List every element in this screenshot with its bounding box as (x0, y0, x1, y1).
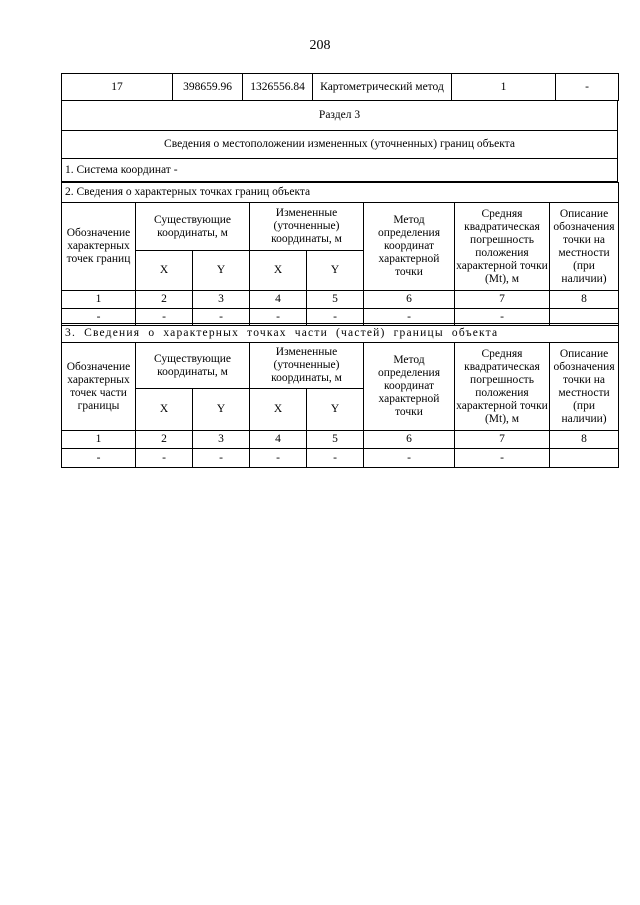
table-cell: - (307, 449, 364, 468)
column-number: 2 (136, 291, 193, 309)
column-number: 4 (250, 431, 307, 449)
table-cell: - (136, 449, 193, 468)
table-cell: - (455, 449, 550, 468)
header-y: Y (307, 251, 364, 291)
header-y: Y (307, 389, 364, 431)
table-cell (550, 449, 619, 468)
description: - (556, 74, 619, 101)
table-row (62, 74, 619, 101)
header-y: Y (193, 251, 250, 291)
method: Картометрический метод (313, 74, 452, 101)
table-cell: - (455, 309, 550, 326)
header-x: X (250, 389, 307, 431)
coord-system-row (62, 159, 618, 182)
header-error: Средняя квадратическая погрешность положения характерной точки (Mt), м (455, 343, 550, 431)
column-numbers-row (62, 431, 619, 449)
section-title-row (62, 101, 618, 131)
header-x: X (250, 251, 307, 291)
part3-table (61, 323, 619, 468)
continuation-table (61, 73, 619, 101)
part2-table (61, 182, 619, 326)
header-method: Метод определения координат характерной точки (364, 343, 455, 431)
point-number: 17 (62, 74, 173, 101)
header-error: Средняя квадратическая погрешность положения характерной точки (Mt), м (455, 203, 550, 291)
column-number: 4 (250, 291, 307, 309)
table-cell: - (193, 309, 250, 326)
table-cell: - (250, 449, 307, 468)
section-title: Раздел 3 (62, 101, 618, 131)
column-number: 6 (364, 291, 455, 309)
table-cell: - (307, 309, 364, 326)
table-cell: - (250, 309, 307, 326)
table-cell: - (62, 449, 136, 468)
column-number: 7 (455, 431, 550, 449)
error: 1 (452, 74, 556, 101)
header-existing-coords: Существующие координаты, м (136, 343, 250, 389)
column-number: 5 (307, 431, 364, 449)
header-description: Описание обозначения точки на местности (при наличии) (550, 343, 619, 431)
header-method: Метод определения координат характерной точки (364, 203, 455, 291)
section-header-table (61, 100, 618, 182)
table-row (62, 449, 619, 468)
column-number: 7 (455, 291, 550, 309)
table-cell: - (193, 449, 250, 468)
header-y: Y (193, 389, 250, 431)
table-cell: - (62, 309, 136, 326)
column-number: 8 (550, 291, 619, 309)
part2-title: 2. Сведения о характерных точках границ объекта (62, 183, 619, 203)
table-cell: - (136, 309, 193, 326)
coord-y: 1326556.84 (243, 74, 313, 101)
header-x: X (136, 389, 193, 431)
column-number: 5 (307, 291, 364, 309)
column-number: 8 (550, 431, 619, 449)
table-cell: - (364, 309, 455, 326)
table-cell: - (364, 449, 455, 468)
coord-x: 398659.96 (173, 74, 243, 101)
column-numbers-row (62, 291, 619, 309)
part3-title: 3. Сведения о характерных точках части (частей) границы объекта (62, 324, 619, 343)
column-number: 6 (364, 431, 455, 449)
column-number: 2 (136, 431, 193, 449)
header-existing-coords: Существующие координаты, м (136, 203, 250, 251)
header-description: Описание обозначения точки на местности (при наличии) (550, 203, 619, 291)
section-subtitle: Сведения о местоположении измененных (уточненных) границ объекта (62, 131, 618, 159)
page-number: 208 (309, 38, 331, 53)
column-number: 1 (62, 291, 136, 309)
header-changed-coords: Измененные (уточненные) координаты, м (250, 203, 364, 251)
section-subtitle-row (62, 131, 618, 159)
column-number: 1 (62, 431, 136, 449)
header-point-designation: Обозначение характерных точек границ (62, 203, 136, 291)
header-changed-coords: Измененные (уточненные) координаты, м (250, 343, 364, 389)
column-number: 3 (193, 431, 250, 449)
column-number: 3 (193, 291, 250, 309)
header-x: X (136, 251, 193, 291)
coord-system: 1. Система координат - (62, 159, 618, 182)
header-point-designation: Обозначение характерных точек части границы (62, 343, 136, 431)
